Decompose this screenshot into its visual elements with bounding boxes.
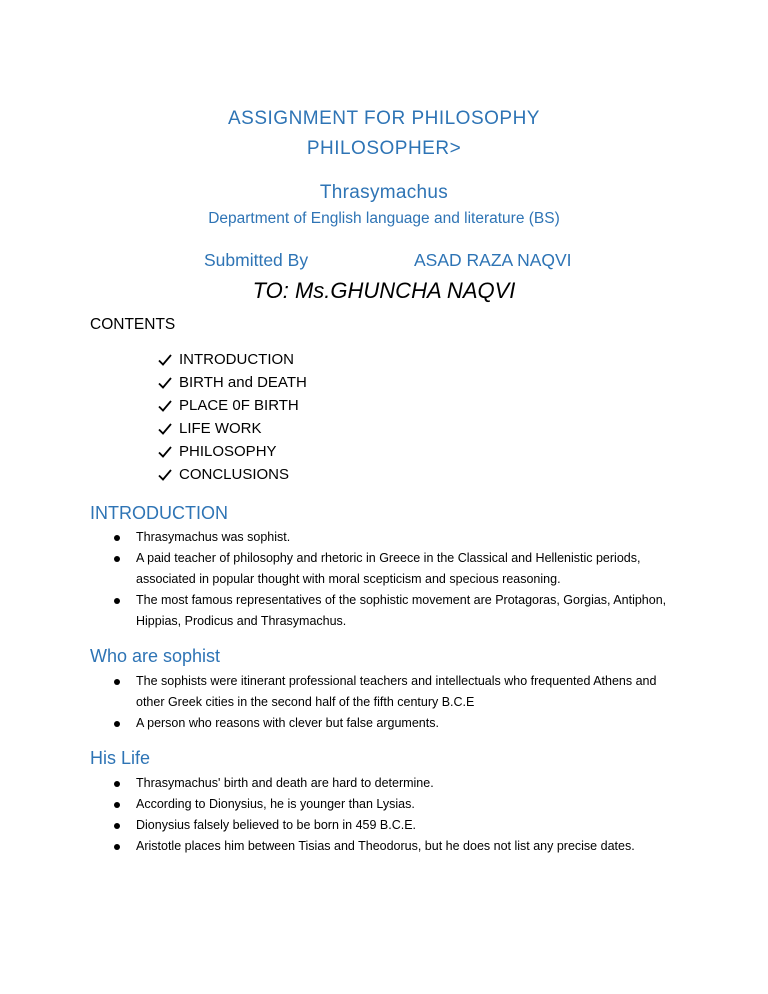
- contents-item: [157, 463, 307, 486]
- contents-item-label: LIFE WORK: [179, 419, 262, 437]
- contents-item: [157, 371, 307, 394]
- list-item: Aristotle places him between Tisias and Theodorus, but he does not list any precise dates.: [110, 836, 680, 857]
- contents-list: [157, 348, 307, 486]
- section-heading-introduction: INTRODUCTION: [90, 503, 228, 523]
- contents-item-label: PLACE 0F BIRTH: [179, 396, 299, 414]
- contents-heading: CONTENTS: [90, 316, 176, 333]
- contents-item-label: CONCLUSIONS: [179, 465, 290, 483]
- his-life-bullets: [110, 773, 680, 857]
- introduction-bullets: [110, 527, 680, 632]
- list-item: A person who reasons with clever but false arguments.: [110, 713, 680, 734]
- checkmark-icon: [157, 467, 173, 483]
- contents-item-label: BIRTH and DEATH: [179, 373, 307, 391]
- contents-item: [157, 440, 307, 463]
- checkmark-icon: [157, 421, 173, 437]
- sophist-bullets: [110, 671, 680, 734]
- list-item: Dionysius falsely believed to be born in 459 B.C.E.: [110, 815, 680, 836]
- to-line: TO: Ms.GHUNCHA NAQVI: [252, 278, 516, 303]
- contents-item-label: PHILOSOPHY: [179, 442, 277, 460]
- list-item: The most famous representatives of the sophistic movement are Protagoras, Gorgias, Antiphon, Hippias, Prodicus and Thrasymachus.: [110, 590, 680, 632]
- contents-item: [157, 394, 307, 417]
- contents-item: [157, 417, 307, 440]
- checkmark-icon: [157, 398, 173, 414]
- checkmark-icon: [157, 444, 173, 460]
- list-item: A paid teacher of philosophy and rhetoric in Greece in the Classical and Hellenistic periods, associated in popular thought with moral scepticism and specious reasoning.: [110, 548, 680, 590]
- section-heading-who-are-sophist: Who are sophist: [90, 646, 221, 666]
- submitted-by-name: ASAD RAZA NAQVI: [414, 250, 572, 270]
- list-item: According to Dionysius, he is younger than Lysias.: [110, 794, 680, 815]
- contents-item-label: INTRODUCTION: [179, 350, 294, 368]
- submitted-by-label: Submitted By: [204, 250, 309, 270]
- list-item: Thrasymachus was sophist.: [110, 527, 680, 548]
- checkmark-icon: [157, 352, 173, 368]
- title-line-2: PHILOSOPHER>: [306, 138, 462, 159]
- contents-item: [157, 348, 307, 371]
- title-line-1: ASSIGNMENT FOR PHILOSOPHY: [228, 108, 540, 129]
- list-item: Thrasymachus' birth and death are hard to determine.: [110, 773, 680, 794]
- department-line: Department of English language and literature (BS): [208, 210, 560, 227]
- list-item: The sophists were itinerant professional teachers and intellectuals who frequented Athens and other Greek cities in the second half of the fifth century B.C.E: [110, 671, 680, 713]
- section-heading-his-life: His Life: [90, 748, 151, 768]
- philosopher-name: Thrasymachus: [319, 182, 449, 203]
- checkmark-icon: [157, 375, 173, 391]
